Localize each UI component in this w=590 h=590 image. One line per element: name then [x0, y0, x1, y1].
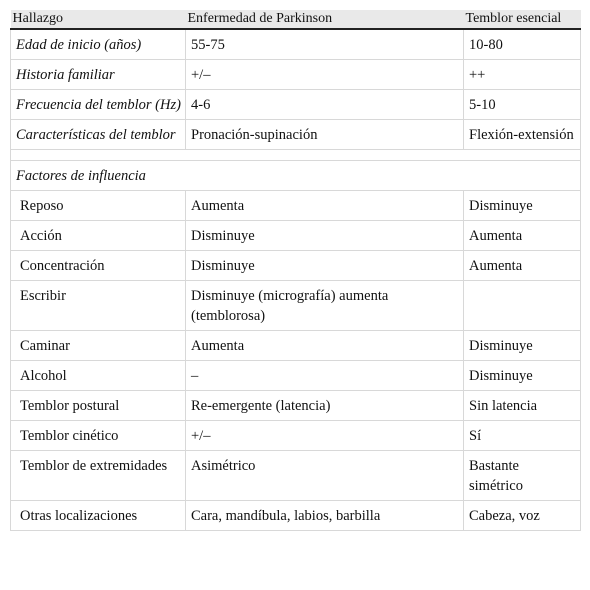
parkinson-cell: Re-emergente (latencia) — [186, 391, 464, 421]
factor-label: Concentración — [11, 251, 186, 281]
table-row — [11, 421, 581, 451]
essential-tremor-cell: Cabeza, voz — [464, 501, 581, 531]
header-parkinson: Enfermedad de Parkinson — [186, 10, 464, 29]
table-row — [11, 221, 581, 251]
parkinson-cell: Aumenta — [186, 331, 464, 361]
essential-tremor-cell: Sin latencia — [464, 391, 581, 421]
header-essential-tremor: Temblor esencial — [464, 10, 581, 29]
section-title: Factores de influencia — [11, 161, 581, 191]
essential-tremor-cell: Flexión-extensión — [464, 120, 581, 150]
parkinson-cell: Disminuye — [186, 221, 464, 251]
comparison-table — [10, 10, 581, 531]
factor-label: Caminar — [11, 331, 186, 361]
essential-tremor-cell: Disminuye — [464, 331, 581, 361]
factor-label: Temblor de extremidades — [11, 451, 186, 501]
essential-tremor-cell: Disminuye — [464, 191, 581, 221]
essential-tremor-cell — [464, 281, 581, 331]
header-finding: Hallazgo — [11, 10, 186, 29]
table-row — [11, 120, 581, 150]
factor-label: Otras localizaciones — [11, 501, 186, 531]
table-row — [11, 501, 581, 531]
table-row — [11, 281, 581, 331]
row-label: Edad de inicio (años) — [11, 29, 186, 60]
table-row — [11, 361, 581, 391]
spacer-row — [11, 150, 581, 161]
parkinson-cell: Disminuye — [186, 251, 464, 281]
parkinson-cell: +/– — [186, 60, 464, 90]
table-row — [11, 251, 581, 281]
parkinson-cell: 55-75 — [186, 29, 464, 60]
factor-label: Escribir — [11, 281, 186, 331]
essential-tremor-cell: 5-10 — [464, 90, 581, 120]
essential-tremor-cell: Disminuye — [464, 361, 581, 391]
parkinson-cell: Asimétrico — [186, 451, 464, 501]
table-row — [11, 451, 581, 501]
table-row — [11, 391, 581, 421]
essential-tremor-cell: Sí — [464, 421, 581, 451]
table-row — [11, 60, 581, 90]
parkinson-cell: 4-6 — [186, 90, 464, 120]
table-row — [11, 90, 581, 120]
factor-label: Temblor postural — [11, 391, 186, 421]
essential-tremor-cell: Aumenta — [464, 221, 581, 251]
row-label: Características del temblor — [11, 120, 186, 150]
parkinson-cell: +/– — [186, 421, 464, 451]
essential-tremor-cell: Aumenta — [464, 251, 581, 281]
spacer-cell — [11, 150, 581, 161]
essential-tremor-cell: 10-80 — [464, 29, 581, 60]
parkinson-cell: – — [186, 361, 464, 391]
header-row — [11, 10, 581, 29]
essential-tremor-cell: ++ — [464, 60, 581, 90]
section-row — [11, 161, 581, 191]
row-label: Frecuencia del temblor (Hz) — [11, 90, 186, 120]
parkinson-cell: Aumenta — [186, 191, 464, 221]
parkinson-cell: Pronación-supinación — [186, 120, 464, 150]
table-row — [11, 191, 581, 221]
table-row — [11, 331, 581, 361]
factor-label: Reposo — [11, 191, 186, 221]
factor-label: Acción — [11, 221, 186, 251]
parkinson-cell: Cara, mandíbula, labios, barbilla — [186, 501, 464, 531]
factor-label: Temblor cinético — [11, 421, 186, 451]
factor-label: Alcohol — [11, 361, 186, 391]
essential-tremor-cell: Bastante simétrico — [464, 451, 581, 501]
table-row — [11, 29, 581, 60]
parkinson-cell: Disminuye (micrografía) aumenta (temblorosa) — [186, 281, 464, 331]
row-label: Historia familiar — [11, 60, 186, 90]
